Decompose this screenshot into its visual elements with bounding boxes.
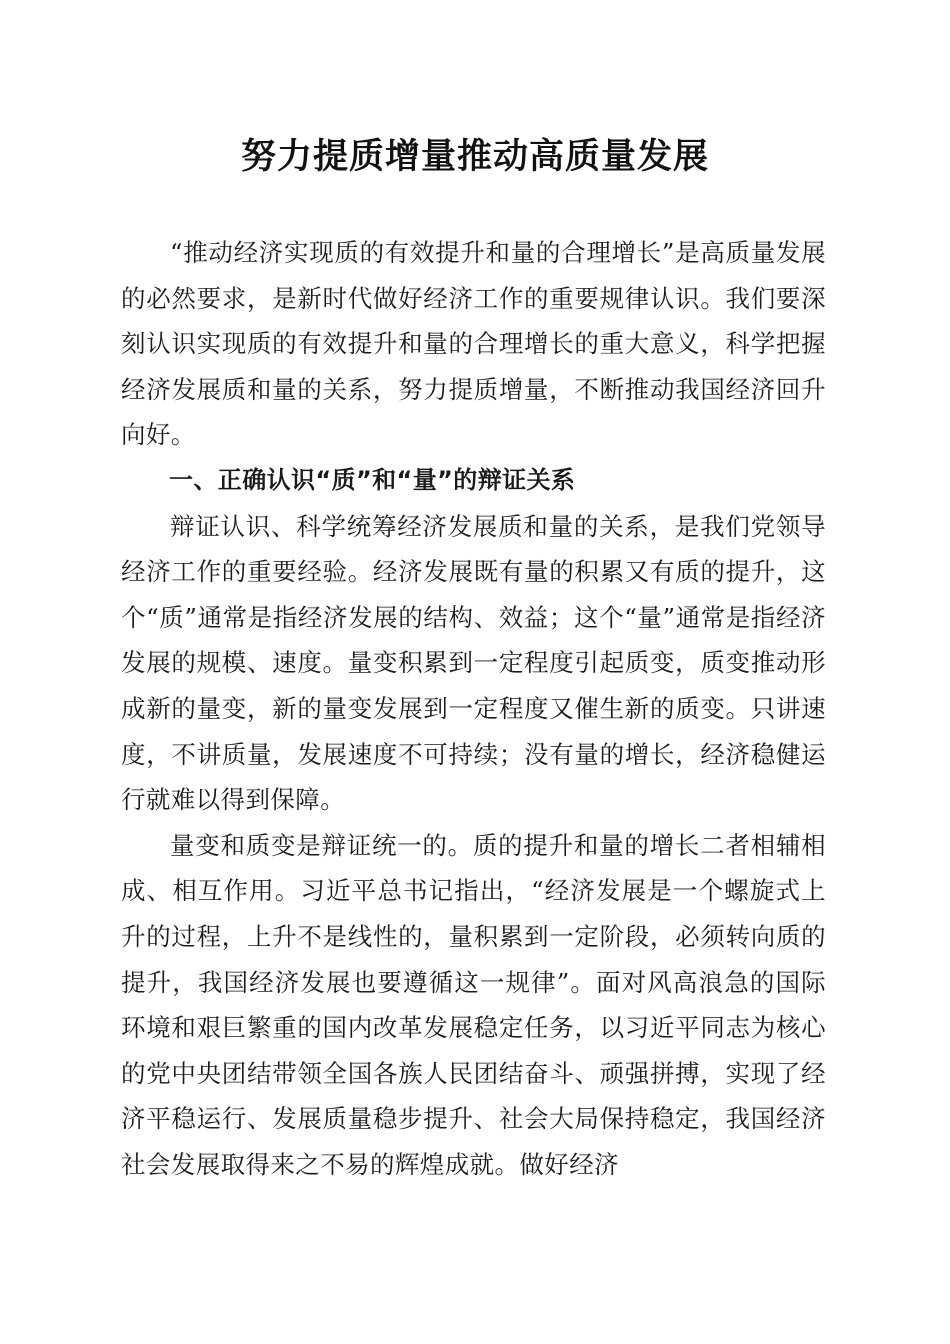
section-paragraph-2: 量变和质变是辩证统一的。质的提升和量的增长二者相辅相成、相互作用。习近平总书记指出，“经济发展是一个螺旋式上升的过程，上升不是线性的，量积累到一定阶段，必须转向质的提升，我国经济发展也要遵循这一规律”。面对风高浪急的国际环境和艰巨繁重的国内改革发展稳定任务，以习近平同志为核心的党中央团结带领全国各族人民团结奋斗、顽强拼搏，实现了经济平稳运行、发展质量稳步提升、社会大局保持稳定，我国经济社会发展取得来之不易的辉煌成就。做好经济 (121, 830, 826, 1179)
section-paragraph-1: 辩证认识、科学统筹经济发展质和量的关系，是我们党领导经济工作的重要经验。经济发展既有量的积累又有质的提升，这个“质”通常是指经济发展的结构、效益；这个“量”通常是指经济发展的规模、速度。量变积累到一定程度引起质变，质变推动形成新的量变，新的量变发展到一定程度又催生新的质变。只讲速度，不讲质量，发展速度不可持续；没有量的增长，经济稳健运行就难以得到保障。 (121, 511, 826, 815)
document-body (121, 230, 826, 1187)
page-title: 努力提质增量推动高质量发展 (240, 136, 709, 177)
intro-paragraph: “推动经济实现质的有效提升和量的合理增长”是高质量发展的必然要求，是新时代做好经济工作的重要规律认识。我们要深刻认识实现质的有效提升和量的合理增长的重大意义，科学把握经济发展质和量的关系，努力提质增量，不断推动我国经济回升向好。 (121, 238, 826, 450)
section-heading: 一、正确认识“质”和“量”的辩证关系 (169, 465, 576, 494)
